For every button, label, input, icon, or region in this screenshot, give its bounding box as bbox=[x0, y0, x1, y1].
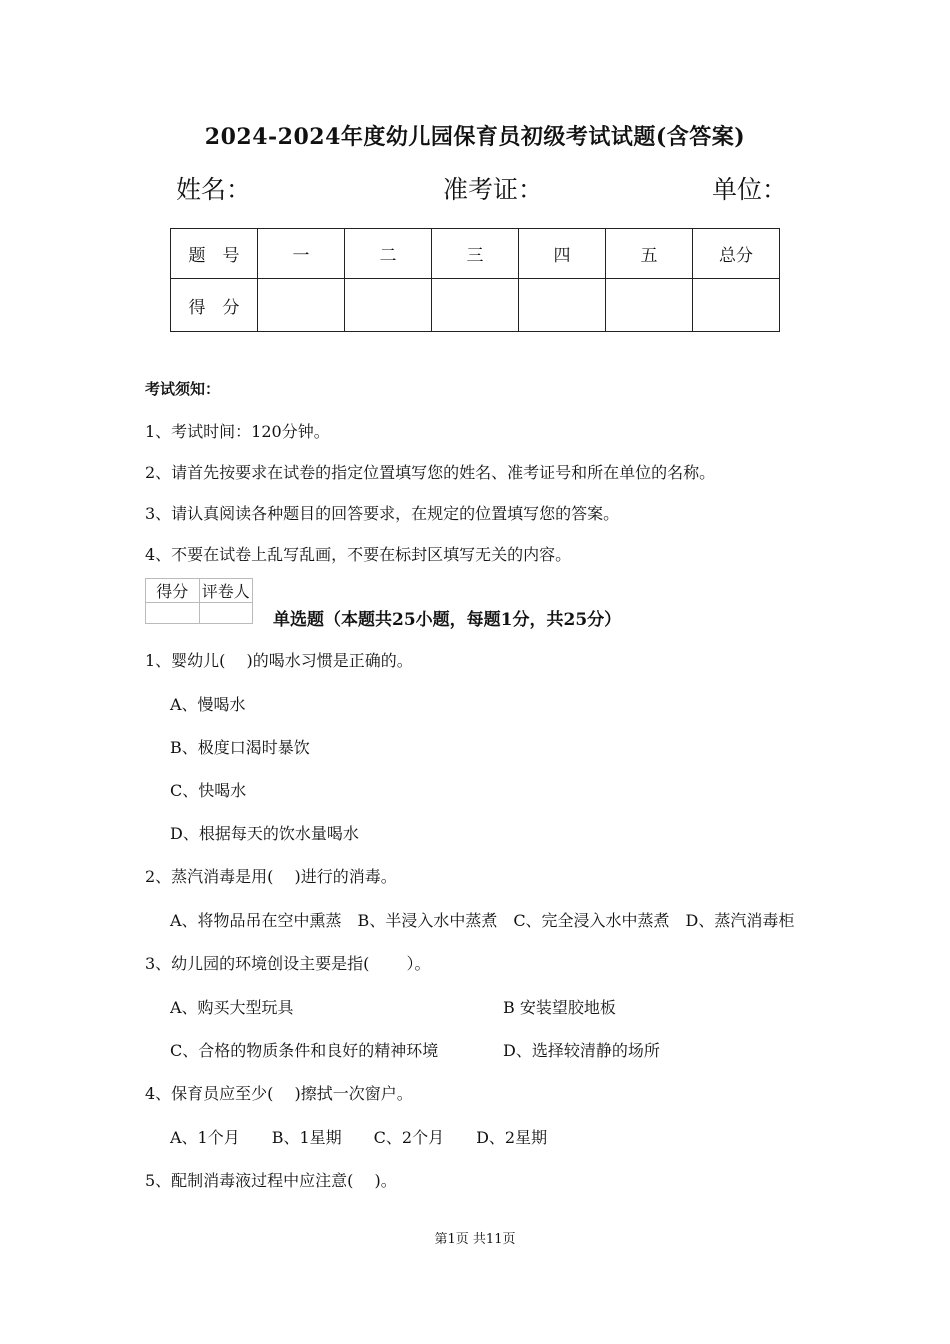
exam-id-label: 准考证： bbox=[443, 175, 544, 204]
unit-label: 单位： bbox=[712, 175, 788, 204]
notice-item: 3、请认真阅读各种题目的回答要求，在规定的位置填写您的答案。 bbox=[145, 504, 620, 523]
score-cell bbox=[519, 279, 606, 332]
score-cell bbox=[345, 279, 432, 332]
score-row-label: 得 分 bbox=[171, 279, 258, 332]
column-header: 五 bbox=[606, 229, 693, 279]
grader-name-cell bbox=[199, 603, 253, 624]
question-stem: 5、配制消毒液过程中应注意( )。 bbox=[145, 1171, 397, 1190]
page-footer: 第1页 共11页 bbox=[434, 1232, 516, 1247]
grader-score-label: 得分 bbox=[146, 579, 200, 603]
column-header: 四 bbox=[519, 229, 606, 279]
grader-box bbox=[145, 578, 253, 624]
options-line: A、将物品吊在空中熏蒸 B、半浸入水中蒸煮 C、完全浸入水中蒸煮 D、蒸汽消毒柜 bbox=[170, 911, 795, 930]
section-heading: 单选题（本题共25小题，每题1分，共25分） bbox=[273, 610, 622, 630]
option: B、极度口渴时暴饮 bbox=[170, 738, 310, 757]
page-title: 2024-2024年度幼儿园保育员初级考试试题(含答案) bbox=[204, 124, 746, 150]
option: D、根据每天的饮水量喝水 bbox=[170, 824, 359, 843]
option: A、购买大型玩具 bbox=[170, 998, 294, 1017]
question-stem: 4、保育员应至少( )擦拭一次窗户。 bbox=[145, 1084, 413, 1103]
question-stem: 1、婴幼儿( )的喝水习惯是正确的。 bbox=[145, 651, 413, 670]
option: D、选择较清静的场所 bbox=[503, 1041, 660, 1060]
score-cell bbox=[606, 279, 693, 332]
option: C、快喝水 bbox=[170, 781, 247, 800]
question-number-header: 题 号 bbox=[171, 229, 258, 279]
score-table bbox=[170, 228, 780, 332]
option: A、慢喝水 bbox=[170, 695, 246, 714]
grader-name-label: 评卷人 bbox=[199, 579, 253, 603]
options-line: A、1个月 B、1星期 C、2个月 D、2星期 bbox=[170, 1128, 548, 1147]
notice-item: 4、不要在试卷上乱写乱画，不要在标封区填写无关的内容。 bbox=[145, 545, 572, 564]
option: C、合格的物质条件和良好的精神环境 bbox=[170, 1041, 439, 1060]
score-cell bbox=[693, 279, 780, 332]
notice-heading: 考试须知： bbox=[145, 380, 221, 398]
grader-score-cell bbox=[146, 603, 200, 624]
column-header: 一 bbox=[258, 229, 345, 279]
column-header: 三 bbox=[432, 229, 519, 279]
score-table-header-row bbox=[171, 229, 780, 279]
question-stem: 3、幼儿园的环境创设主要是指( ）。 bbox=[145, 954, 431, 973]
question-stem: 2、蒸汽消毒是用( )进行的消毒。 bbox=[145, 867, 397, 886]
score-cell bbox=[258, 279, 345, 332]
column-header: 二 bbox=[345, 229, 432, 279]
score-table-score-row bbox=[171, 279, 780, 332]
name-label: 姓名： bbox=[176, 175, 252, 204]
notice-item: 2、请首先按要求在试卷的指定位置填写您的姓名、准考证号和所在单位的名称。 bbox=[145, 463, 716, 482]
option: B 安装望胶地板 bbox=[503, 998, 616, 1017]
notice-item: 1、考试时间：120分钟。 bbox=[145, 422, 330, 441]
score-cell bbox=[432, 279, 519, 332]
total-header: 总分 bbox=[693, 229, 780, 279]
